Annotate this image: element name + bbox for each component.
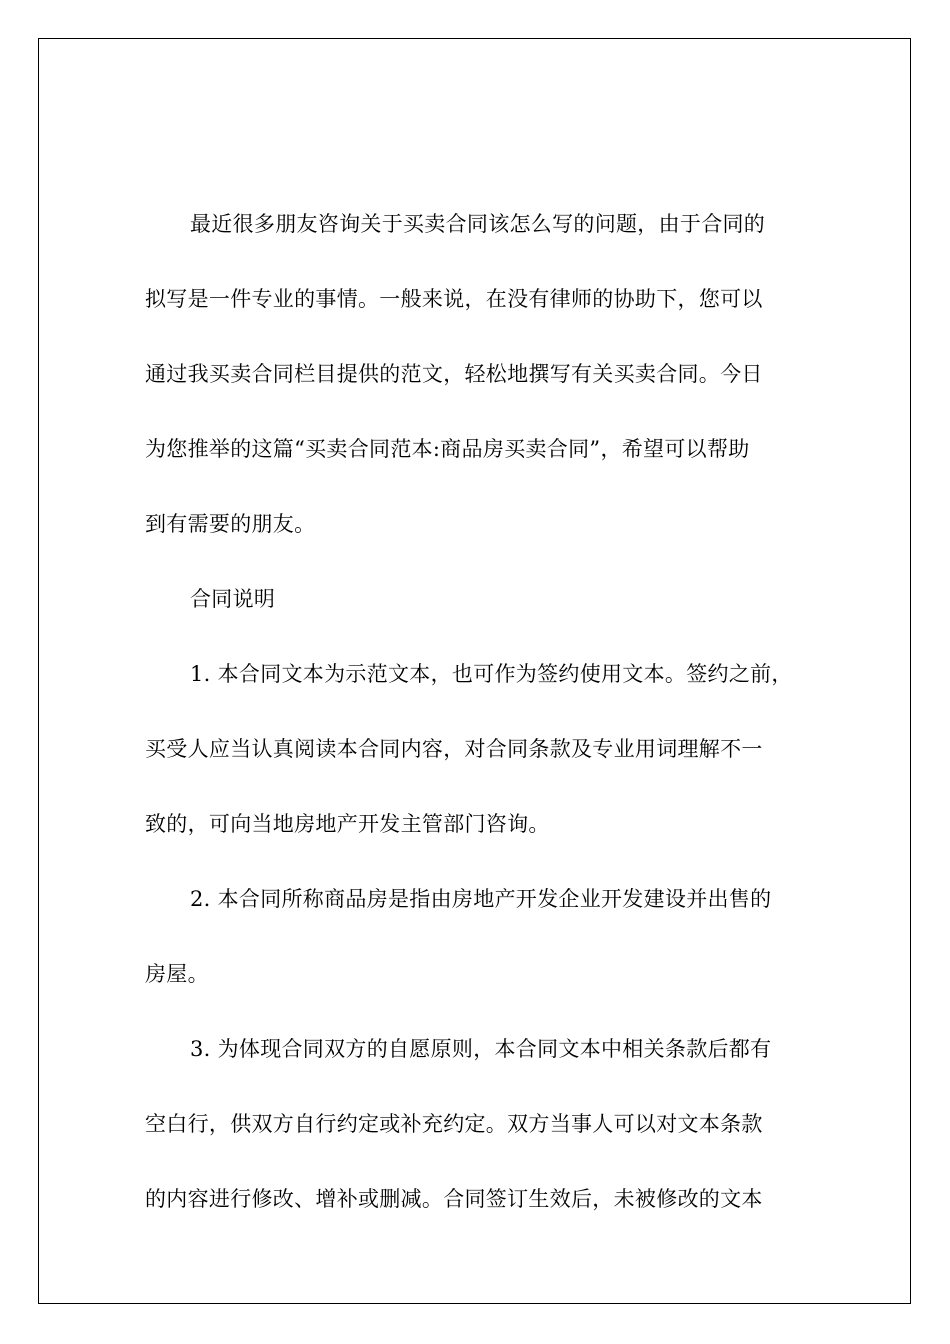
item-2-line-1: 2. 本合同所称商品房是指由房地产开发企业开发建设并出售的 [190,887,772,911]
item-3-line-1: 3. 为体现合同双方的自愿原则，本合同文本中相关条款后都有 [190,1037,772,1061]
paragraph-intro-line-2: 拟写是一件专业的事情。一般来说，在没有律师的协助下，您可以 [145,287,763,311]
item-1-line-1: 1. 本合同文本为示范文本，也可作为签约使用文本。签约之前， [190,662,793,686]
item-3-line-2: 空白行，供双方自行约定或补充约定。双方当事人可以对文本条款 [145,1112,763,1136]
paragraph-intro-line-1: 最近很多朋友咨询关于买卖合同该怎么写的问题，由于合同的 [190,212,766,236]
section-heading: 合同说明 [190,587,276,611]
item-1-line-3: 致的，可向当地房地产开发主管部门咨询。 [145,812,550,836]
item-1-line-2: 买受人应当认真阅读本合同内容，对合同条款及专业用词理解不一 [145,737,763,761]
paragraph-intro-line-5: 到有需要的朋友。 [145,512,316,536]
paragraph-intro-line-3: 通过我买卖合同栏目提供的范文，轻松地撰写有关买卖合同。今日 [145,362,763,386]
item-2-line-2: 房屋。 [145,962,209,986]
item-3-line-3: 的内容进行修改、增补或删减。合同签订生效后，未被修改的文本 [145,1187,763,1211]
paragraph-intro-line-4: 为您推举的这篇“买卖合同范本:商品房买卖合同”，希望可以帮助 [145,437,750,461]
